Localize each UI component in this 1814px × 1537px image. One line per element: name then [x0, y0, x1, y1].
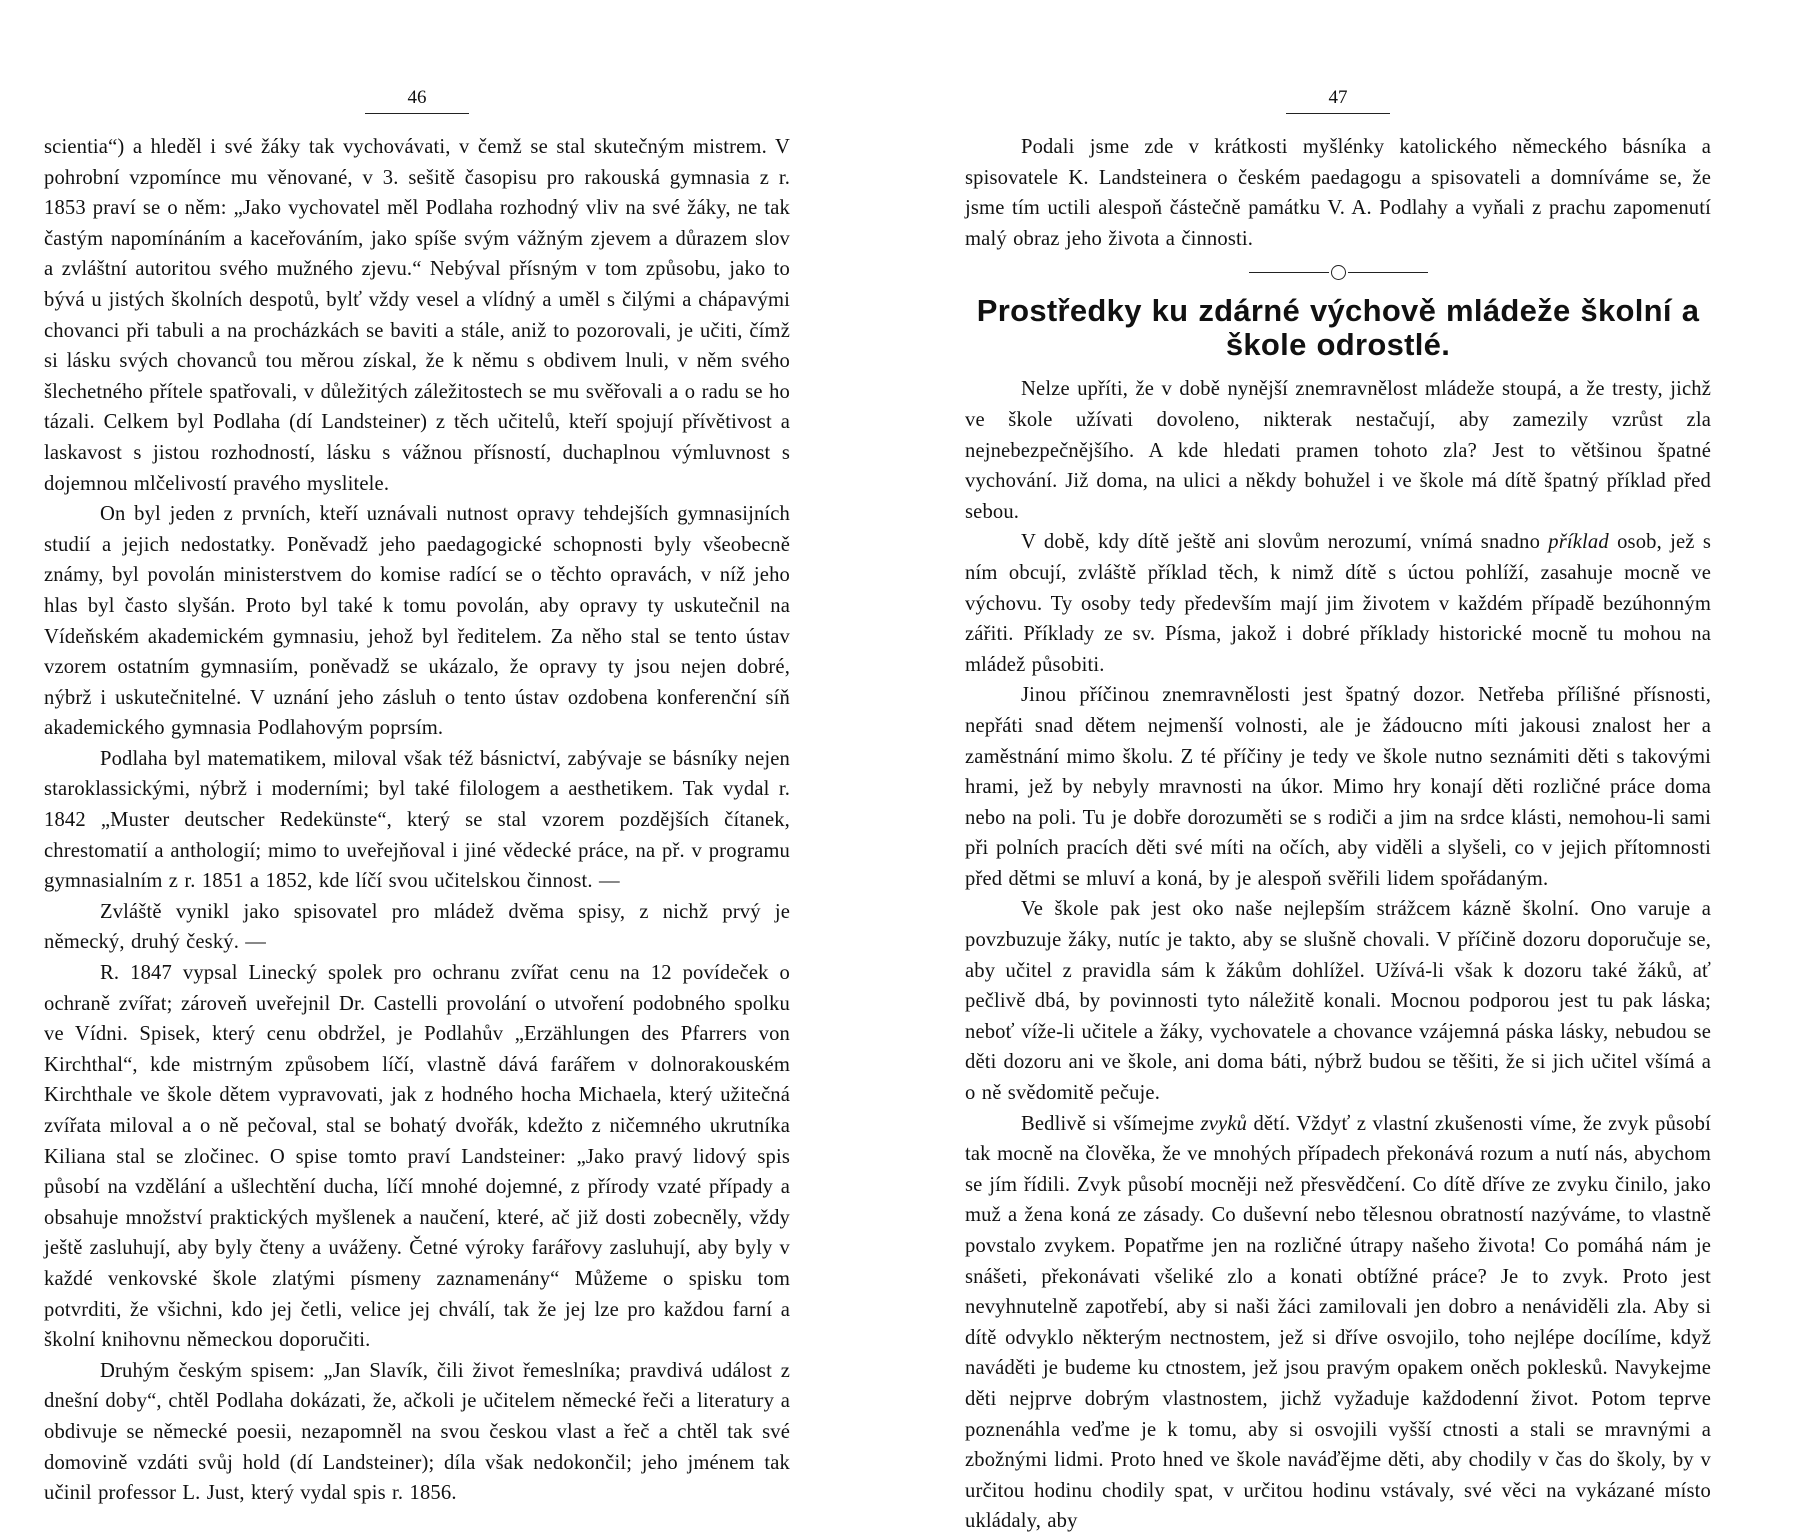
- text-run: dětí. Vždyť z vlastní zkušenosti víme, že zvyk působí tak mocně na člověka, že ve mnohých případech překonává rozum a nutí nás, abychom se jím řídili. Zvyk působí mocněji než přesvědčení. Co dítě dříve ze zvyku činilo, jako muž a žena koná ze zásady. Co duševní nebo tělesnou obratností nazýváme, to vlastně povstalo zvykem. Popatřme jen na rozličné útrapy našeho života! Co pomáhá nám je snášeti, překonávati všeliké zlo a konati obtížné práce? Je to zvyk. Proto jest nevyhnutelně zapotřebí, aby si naši žáci zamilovali jen dobro a nenáviděli zla. Aby si dítě odvyklo některým nectnostem, jež si dříve osvojilo, toho nejlépe docílíme, když naváděti je budeme ku ctnostem, jež jsou pravým opakem oněch poklesků. Navykejme děti nejprve dobrým vlastnostem, jichž vyžaduje každodenní život. Potom teprve poznenáhla veďme je k tomu, aby si osvojili vyšší ctnosti a stali se mravnými a zbožnými lidmi. Proto hned ve škole naváďějme děti, aby chodily v čas do školy, by v určitou hodinu chodily spat, v určitou hodinu vstávaly, své věci na vykázané místo ukládaly, aby: [965, 1112, 1711, 1533]
- separator-circle-icon: [1331, 265, 1346, 280]
- emphasis: příklad: [1548, 531, 1609, 554]
- paragraph: R. 1847 vypsal Linecký spolek pro ochranu zvířat cenu na 12 povídeček o ochraně zvířat; zároveň uveřejnil Dr. Castelli provolání o utvoření podobného spolku ve Vídni. Spisek, který cenu obdržel, je Podlahův „Erzählungen des Pfarrers von Kirchthal“, kde mistrným způsobem líčí, vlastně dává farářem v dolnorakouském Kirchthale ve škole dětem vypravovati, jak z hodného hocha Michaela, který užitečná zvířata miloval a o ně pečoval, stal se bohatý dvořák, kdežto z ničemného ukrutníka Kiliana stal se zločinec. O spise tomto praví Landsteiner: „Jako pravý lidový spis působí na vzdělání a ušlechtění ducha, líčí mnohé dojemné, z přírody vzaté případy a obsahuje množství praktických myšlenek a naučení, které, ač již dosti zobecněly, vždy ještě zasluhují, aby byly čteny a uváženy. Četné výroky farářovy zasluhují, aby byly v každé venkovské škole zlatými písmeny zaznamenány“ Můžeme o spisku tom potvrditi, že všichni, kdo jej četli, velice jej chválí, tak že jej lze pro každou farní a školní knihovnu německou doporučiti.: [44, 962, 790, 1352]
- text-run: V době, kdy dítě ještě ani slovům nerozumí, vnímá snadno: [1021, 531, 1549, 554]
- text-run: osob, jež s ním obcují, zvláště příklad těch, k nimž dítě s úctou pohlíží, zasahuje mocně ve výchovu. Ty osoby tedy především mají jim životem v každém případě bezúhonným zářiti. Příklady ze sv. Písma, jakož i dobré příklady historické mocně tu mohou na mládež působiti.: [965, 531, 1711, 676]
- section-heading: Prostředky ku zdárné výchově mládeže školní a škole odrostlé.: [976, 293, 1700, 363]
- right-page-body: [965, 132, 1711, 1537]
- left-page: [44, 88, 790, 1509]
- paragraph: Ve škole pak jest oko naše nejlepším strážcem kázně školní. Ono varuje a povzbuzuje žáky, nutíc je takto, aby se slušně chovali. V příčině dozoru doporučuje se, aby učitel z pravidla sám k žákům dohlížel. Užívá-li však k dozoru také žáků, ať pečlivě dbá, by povinnosti tyto náležitě konali. Mocnou podporou jest tu pak láska; neboť víže-li učitele a žáky, vychovatele a chovance vzájemná páska lásky, nebudou se děti dozoru ani ve škole, ani doma báti, nýbrž budou se těšiti, že si jich učitel všímá a o ně svědomitě pečuje.: [965, 898, 1711, 1105]
- paragraph: Zvláště vynikl jako spisovatel pro mládež dvěma spisy, z nichž prvý je německý, druhý český. —: [44, 900, 790, 954]
- section-separator: [965, 258, 1711, 286]
- separator-line: [1249, 272, 1329, 273]
- emphasis: zvyků: [1200, 1112, 1248, 1135]
- right-page: [965, 88, 1711, 1537]
- paragraph: Podali jsme zde v krátkosti myšlénky katolického německého básníka a spisovatele K. Landsteinera o českém paedagogu a spisovateli a domníváme se, že jsme tím uctili alespoň částečně památku V. A. Podlahy a vyňali z prachu zapomenutí malý obraz jeho života a činnosti.: [965, 136, 1711, 250]
- paragraph: [965, 527, 1711, 680]
- paragraph: Nelze upříti, že v době nynější znemravnělost mládeže stoupá, a že tresty, jichž ve škole užívati dovoleno, nikterak nestačují, aby zamezily vzrůst zla nejnebezpečnějšího. A kde hledati pramen tohoto zla? Jest to většinou špatné vychování. Již doma, na ulici a někdy bohužel i ve škole má dítě špatný příklad před sebou.: [965, 378, 1711, 523]
- page-number: 46: [407, 87, 427, 108]
- paragraph: Podlaha byl matematikem, miloval však též básnictví, zabývaje se básníky nejen staroklassickými, nýbrž i moderními; byl také filologem a aesthetikem. Tak vydal r. 1842 „Muster deutscher Redekünste“, který se stal vzorem pozdějších čítanek, chrestomatií a anthologií; mimo to uveřejňoval i jiné vědecké práce, na př. v programu gymnasialním z r. 1851 a 1852, kde líčí svou učitelskou činnost. —: [44, 747, 790, 893]
- paragraph: Jinou příčinou znemravnělosti jest špatný dozor. Netřeba přílišné přísnosti, nepřáti snad dětem nejmenší volnosti, ale je žádoucno míti jakousi znalost her a zaměstnání mimo školu. Z té příčiny je tedy ve škole nutno seznámiti děti s takovými hrami, jež by nebyly mravnosti na úkor. Mimo hry konají děti rozličné práce doma nebo na poli. Tu je dobře dorozuměti se s rodiči a jim na srdce klásti, nemohou-li sami při polních pracích děti své míti na očích, aby viděli a slyšeli, co v jejich přítomnosti před dětmi se mluví a koná, by je alespoň svěřili lidem spořádaným.: [965, 684, 1711, 890]
- left-page-body: [44, 132, 790, 1509]
- paragraph: On byl jeden z prvních, kteří uznávali nutnost opravy tehdejších gymnasijních studií a jejich nedostatky. Poněvadž jeho paedagogické schopnosti byly všeobecně známy, byl povolán ministerstvem do komise radící se o těchto opravách, v níž jeho hlas byl často slyšán. Proto byl také k tomu povolán, aby opravy ty uskutečnil na Vídeňském akademickém gymnasiu, jehož byl ředitelem. Za něho stal se tento ústav vzorem ostatním gymnasiím, poněvadž se ukázalo, že opravy ty jsou nejen dobré, nýbrž i uskutečnitelné. V uznání jeho zásluh o tento ústav ozdobena konferenční síň akademického gymnasia Podlahovým poprsím.: [44, 503, 790, 740]
- page-number-rule: [1286, 113, 1390, 114]
- text-run: Bedlivě si všímejme: [1021, 1112, 1201, 1135]
- paragraph: [965, 1109, 1711, 1537]
- separator-line: [1348, 272, 1428, 273]
- paragraph: scientia“) a hleděl i své žáky tak vychovávati, v čemž se stal skutečným mistrem. V pohrobní vzpomínce mu věnované, v 3. sešitě časopisu pro rakouská gymnasia z r. 1853 praví se o něm: „Jako vychovatel měl Podlaha rozhodný vliv na své žáky, ne tak častým napomínáním a kaceřováním, jako spíše svým vážným zjevem a důrazem slov a zvláštní autoritou svého mužného zjevu.“ Nebýval přísným v tom způsobu, jako to bývá u jistých školních despotů, bylť vždy vesel a vlídný a uměl s čilými a chápavými chovanci při tabuli a na procházkách se baviti a stále, aniž to pozorovali, je učiti, čímž si lásku svých chovanců tou měrou získal, že k němu s obdivem lnuli, v něm svého šlechetného přítele spatřovali, v důležitých záležitostech se mu svěřovali a o radu se ho tázali. Celkem byl Podlaha (dí Landsteiner) z těch učitelů, kteří spojují přívětivost a laskavost s jistou rozhodností, lásku s vážnou přísností, duchaplnou výmluvnost s dojemnou mlčelivostí pravého myslitele.: [44, 136, 790, 495]
- paragraph: Druhým českým spisem: „Jan Slavík, čili život řemeslníka; pravdivá událost z dnešní doby“, chtěl Podlaha dokázati, že, ačkoli je učitelem německé řeči a literatury a obdivuje se německé poesii, nezapomněl na svou českou vlast a řeč a chtěl tak své domovině vzdáti svůj hold (dí Landsteiner); díla však nedokončil; jeho jménem tak učinil professor L. Just, který vydal spis r. 1856.: [44, 1359, 790, 1505]
- page-number-rule: [365, 113, 469, 114]
- page-number: 47: [1328, 87, 1348, 108]
